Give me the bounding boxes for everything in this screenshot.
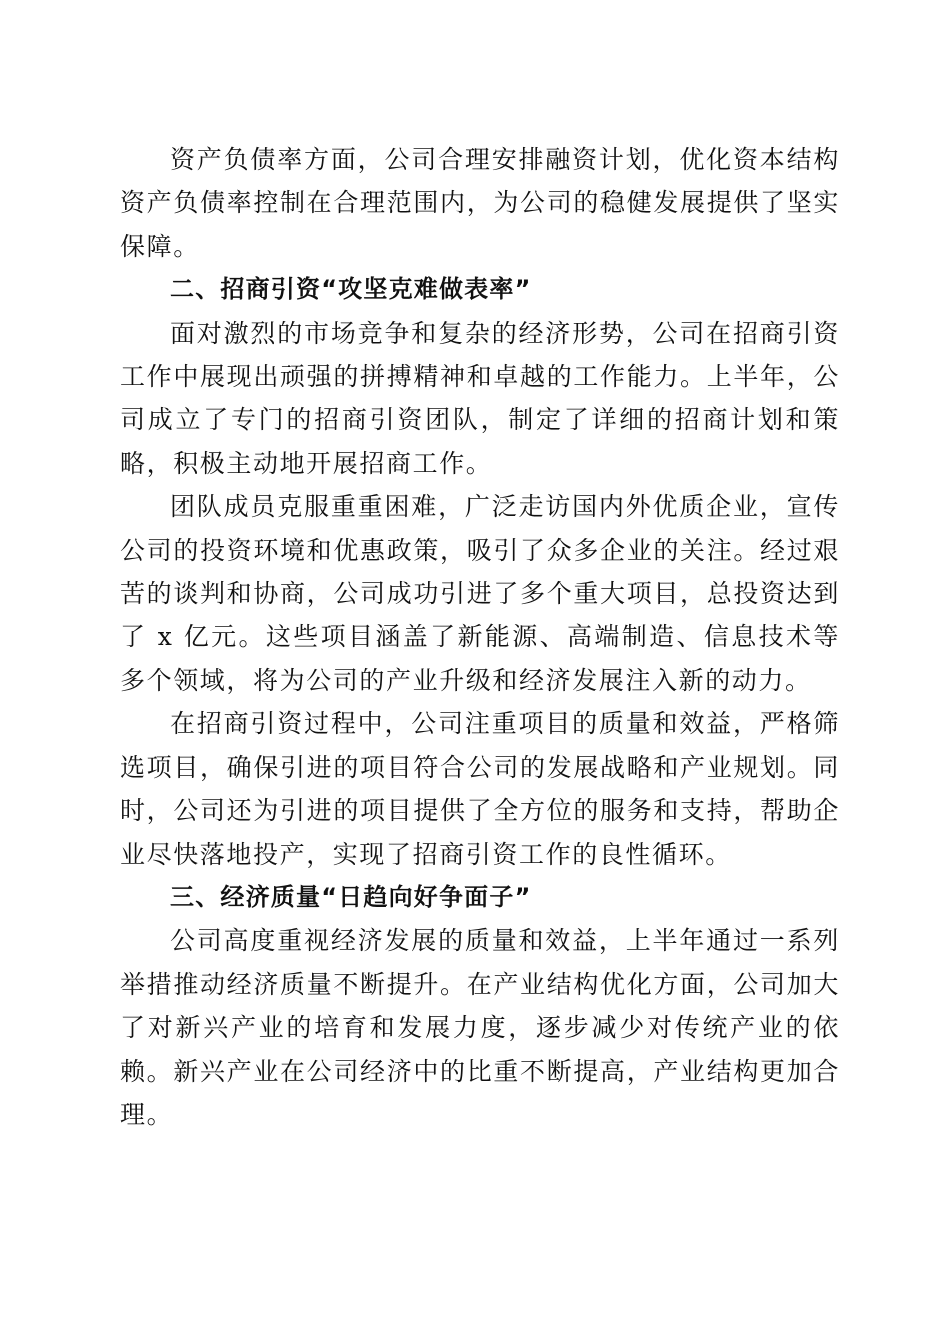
section-heading-investment: 二、招商引资“攻坚克难做表率” xyxy=(170,275,532,304)
paragraph-investment-intro: 面对激烈的市场竞争和复杂的经济形势，公司在招商引资工作中展现出顽强的拼搏精神和卓越的工作能力。上半年，公司成立了专门的招商引资团队，制定了详细的招商计划和策略，积极主动地开展招商工作。 xyxy=(120,318,840,478)
paragraph-investment-quality: 在招商引资过程中，公司注重项目的质量和效益，严格筛选项目，确保引进的项目符合公司的发展战略和产业规划。同时，公司还为引进的项目提供了全方位的服务和支持，帮助企业尽快落地投产，实现了招商引资工作的良性循环。 xyxy=(120,709,840,869)
paragraph-economic-quality: 公司高度重视经济发展的质量和效益，上半年通过一系列举措推动经济质量不断提升。在产业结构优化方面，公司加大了对新兴产业的培育和发展力度，逐步减少对传统产业的依赖。新兴产业在公司经济中的比重不断提高，产业结构更加合理。 xyxy=(120,926,840,1129)
section-heading-economic-quality: 三、经济质量“日趋向好争面子” xyxy=(170,882,532,911)
document-page xyxy=(120,138,840,1136)
paragraph-investment-team: 团队成员克服重重困难，广泛走访国内外优质企业，宣传公司的投资环境和优惠政策，吸引了众多企业的关注。经过艰苦的谈判和协商，公司成功引进了多个重大项目，总投资达到了 x 亿元。这些项目涵盖了新能源、高端制造、信息技术等多个领域，将为公司的产业升级和经济发展注入新的动力。 xyxy=(120,492,840,695)
paragraph-debt-ratio: 资产负债率方面，公司合理安排融资计划，优化资本结构资产负债率控制在合理范围内，为公司的稳健发展提供了坚实保障。 xyxy=(120,145,840,261)
